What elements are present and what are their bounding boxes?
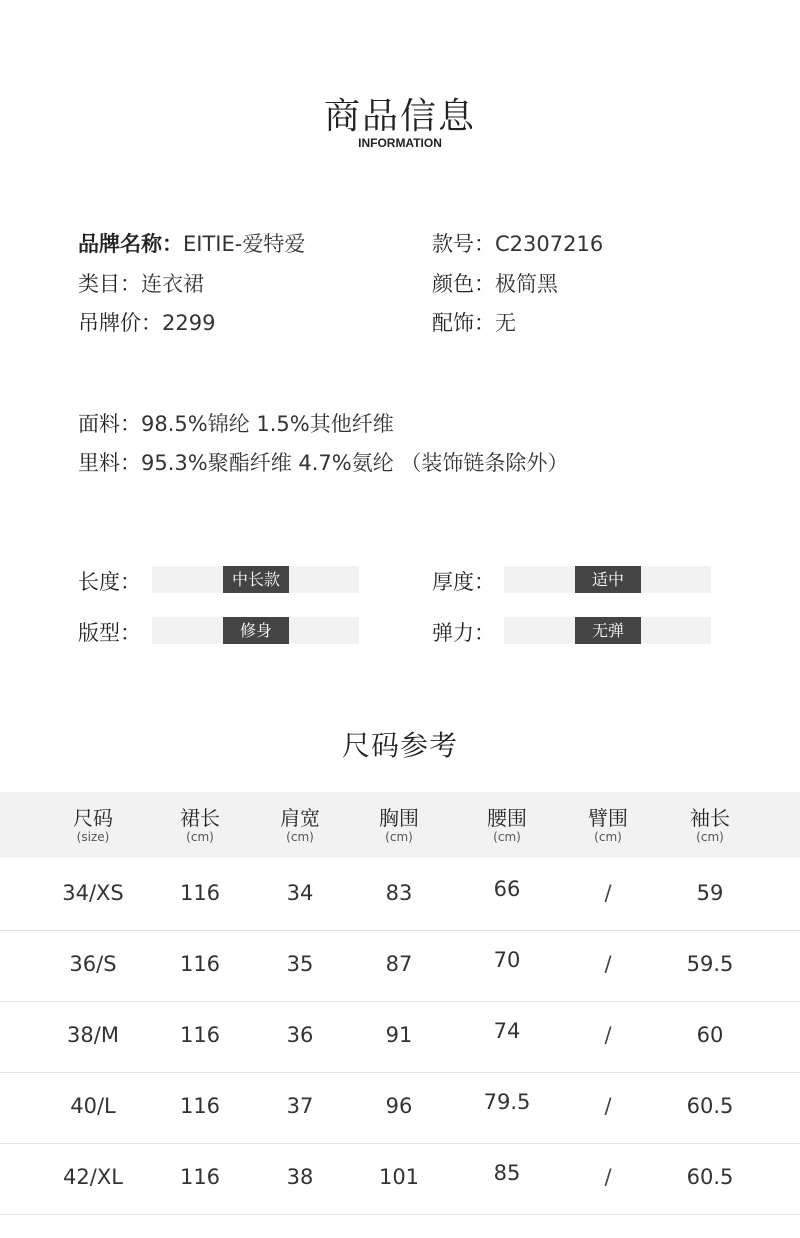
col-arm-name: 臂围 xyxy=(588,806,628,830)
cell-dress-length: 116 xyxy=(179,881,221,905)
table-row xyxy=(0,1071,800,1144)
cell-arm: / xyxy=(604,1094,612,1118)
col-waist-name: 腰围 xyxy=(487,806,527,830)
lining-label: 里料： xyxy=(78,451,141,475)
cell-shoulder: 35 xyxy=(286,952,314,976)
col-sleeve xyxy=(660,792,760,844)
cell-size: 36/S xyxy=(69,952,117,976)
cell-sleeve: 60.5 xyxy=(686,1165,734,1189)
col-shoulder-unit: (cm) xyxy=(286,830,314,844)
style-label: 款号： xyxy=(432,232,495,256)
lining-value: 95.3%聚酯纤维 4.7%氨纶 （装饰链条除外） xyxy=(141,451,569,475)
size-chart-title: 尺码参考 xyxy=(341,729,458,762)
cell-bust: 101 xyxy=(378,1165,420,1189)
category-label: 类目： xyxy=(78,272,141,296)
category-value: 连衣裙 xyxy=(141,272,204,296)
cell-waist: 70 xyxy=(493,948,521,972)
info-category xyxy=(78,268,204,298)
col-arm xyxy=(558,792,658,844)
col-shoulder xyxy=(250,792,350,844)
cell-arm: / xyxy=(604,952,612,976)
cell-bust: 83 xyxy=(385,881,413,905)
cell-waist: 66 xyxy=(493,877,521,901)
cell-sleeve: 60.5 xyxy=(686,1094,734,1118)
elasticity-tag: 无弹 xyxy=(575,617,641,644)
cell-bust: 96 xyxy=(385,1094,413,1118)
col-dress-length-name: 裙长 xyxy=(180,806,220,830)
cell-bust: 91 xyxy=(385,1023,413,1047)
cell-dress-length: 116 xyxy=(179,952,221,976)
length-scale xyxy=(152,566,359,593)
cell-arm: / xyxy=(604,881,612,905)
cell-arm: / xyxy=(604,1165,612,1189)
cell-bust: 87 xyxy=(385,952,413,976)
table-row xyxy=(0,1000,800,1073)
price-label: 吊牌价： xyxy=(78,311,162,335)
style-value: C2307216 xyxy=(495,232,604,256)
info-accessory xyxy=(432,307,516,337)
info-brand xyxy=(78,228,305,258)
cell-shoulder: 34 xyxy=(286,881,314,905)
length-label: 长度： xyxy=(78,570,141,594)
fabric-value: 98.5%锦纶 1.5%其他纤维 xyxy=(141,412,394,436)
thickness-tag: 适中 xyxy=(575,566,641,593)
material-fabric xyxy=(78,408,394,438)
info-color xyxy=(432,268,558,298)
col-bust-unit: (cm) xyxy=(385,830,413,844)
col-dress-length-unit: (cm) xyxy=(186,830,214,844)
table-row xyxy=(0,1142,800,1215)
thickness-label: 厚度： xyxy=(432,570,495,594)
col-sleeve-name: 袖长 xyxy=(690,806,730,830)
fit-label: 版型： xyxy=(78,621,141,645)
table-row xyxy=(0,858,800,931)
cell-shoulder: 38 xyxy=(286,1165,314,1189)
thickness-scale xyxy=(504,566,711,593)
color-label: 颜色： xyxy=(432,272,495,296)
cell-shoulder: 36 xyxy=(286,1023,314,1047)
fit-tag: 修身 xyxy=(223,617,289,644)
cell-size: 40/L xyxy=(70,1094,116,1118)
elasticity-scale xyxy=(504,617,711,644)
col-size xyxy=(43,792,143,844)
col-sleeve-unit: (cm) xyxy=(696,830,724,844)
col-arm-unit: (cm) xyxy=(594,830,622,844)
info-price xyxy=(78,307,215,337)
cell-dress-length: 116 xyxy=(179,1165,221,1189)
col-waist xyxy=(457,792,557,844)
table-row xyxy=(0,929,800,1002)
cell-waist: 85 xyxy=(493,1161,521,1185)
cell-size: 42/XL xyxy=(63,1165,123,1189)
info-style xyxy=(432,228,603,258)
price-value: 2299 xyxy=(162,311,216,335)
col-size-unit: (size) xyxy=(76,830,110,844)
cell-waist: 79.5 xyxy=(483,1090,531,1114)
cell-sleeve: 59.5 xyxy=(686,952,734,976)
material-lining xyxy=(78,447,568,477)
cell-sleeve: 59 xyxy=(696,881,724,905)
accessory-label: 配饰： xyxy=(432,311,495,335)
cell-sleeve: 60 xyxy=(696,1023,724,1047)
fit-scale xyxy=(152,617,359,644)
page-title: 商品信息 xyxy=(323,96,476,137)
cell-arm: / xyxy=(604,1023,612,1047)
elasticity-label: 弹力： xyxy=(432,621,495,645)
fabric-label: 面料： xyxy=(78,412,141,436)
col-dress-length xyxy=(150,792,250,844)
cell-shoulder: 37 xyxy=(286,1094,314,1118)
col-shoulder-name: 肩宽 xyxy=(280,806,320,830)
cell-size: 38/M xyxy=(67,1023,119,1047)
color-value: 极简黑 xyxy=(495,272,558,296)
page-subtitle: INFORMATION xyxy=(358,136,442,150)
col-bust xyxy=(349,792,449,844)
accessory-value: 无 xyxy=(495,311,516,335)
col-bust-name: 胸围 xyxy=(379,806,419,830)
cell-dress-length: 116 xyxy=(179,1094,221,1118)
cell-waist: 74 xyxy=(493,1019,521,1043)
brand-value: EITIE-爱特爱 xyxy=(183,232,306,256)
cell-size: 34/XS xyxy=(62,881,124,905)
col-size-name: 尺码 xyxy=(73,806,113,830)
size-table-header xyxy=(0,792,800,858)
length-tag: 中长款 xyxy=(223,566,289,593)
col-waist-unit: (cm) xyxy=(493,830,521,844)
cell-dress-length: 116 xyxy=(179,1023,221,1047)
brand-label: 品牌名称： xyxy=(78,232,183,256)
